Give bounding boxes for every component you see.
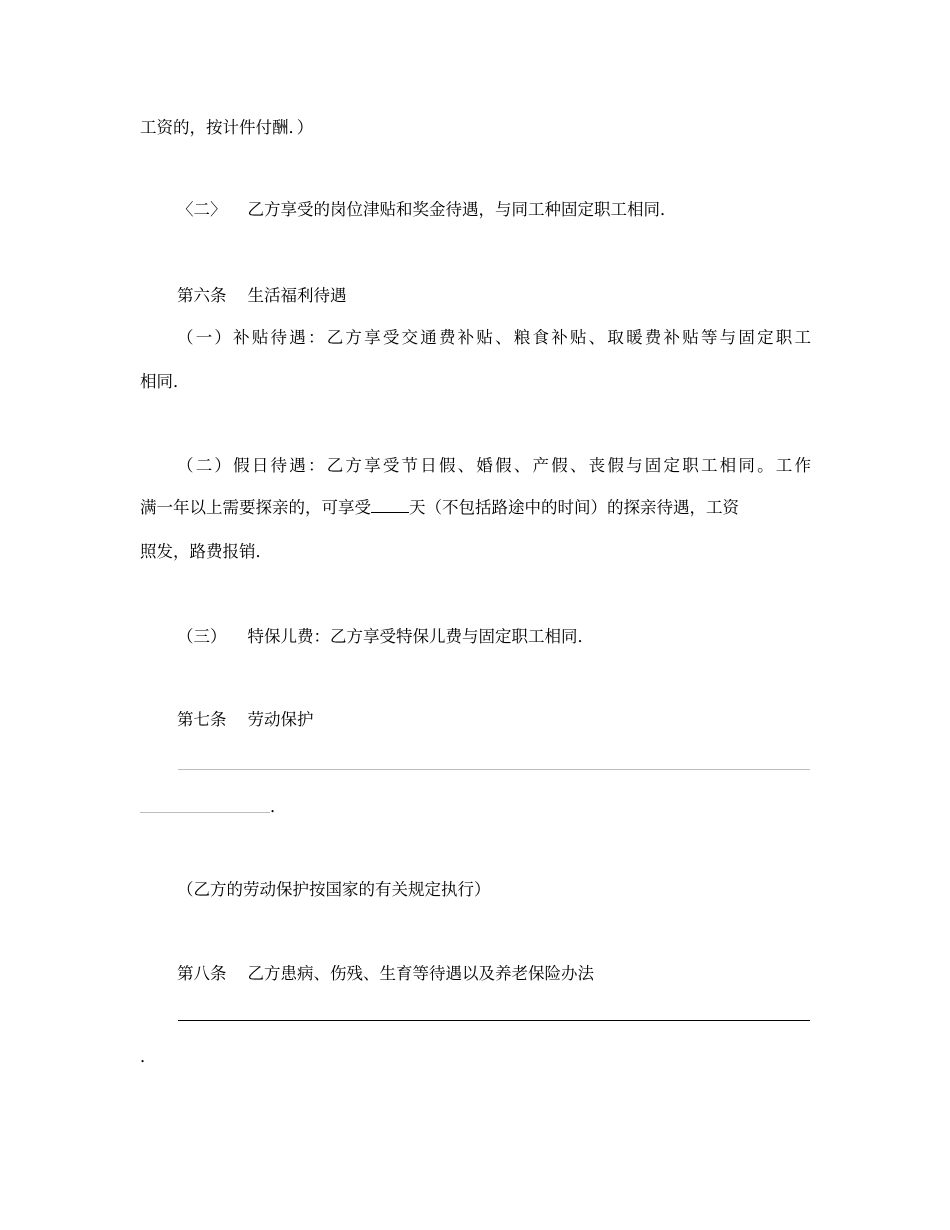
fill-in-blank [371, 498, 409, 513]
paragraph-line: （二）假日待遇：乙方享受节日假、婚假、产假、丧假与固定职工相同。工作 [177, 456, 811, 475]
paragraph-line [140, 498, 739, 518]
period-mark: ． [140, 1047, 157, 1066]
article-heading: 第六条 生活福利待遇 [177, 286, 347, 305]
paragraph-line: 〈二〉 乙方享受的岗位津贴和奖金待遇，与同工种固定职工相同． [177, 200, 677, 219]
fill-in-line [140, 812, 270, 813]
article-heading: 第七条 劳动保护 [177, 710, 314, 729]
paragraph-line: （三） 特保儿费：乙方享受特保儿费与固定职工相同． [177, 627, 594, 646]
period-mark: ． [270, 797, 287, 816]
paragraph-line: （乙方的劳动保护按国家的有关规定执行） [177, 880, 491, 899]
paragraph-line: 照发，路费报销． [140, 542, 272, 561]
text-segment: 天（不包括路途中的时间）的探亲待遇，工资 [409, 498, 739, 517]
text-segment: 满一年以上需要探亲的，可享受 [140, 498, 371, 517]
paragraph-line: 相同． [140, 372, 190, 391]
paragraph-line: （一）补贴待遇：乙方享受交通费补贴、粮食补贴、取暖费补贴等与固定职工 [177, 328, 811, 347]
paragraph-line: 工资的，按计件付酬．） [140, 118, 314, 137]
fill-in-line [178, 1020, 810, 1021]
fill-in-line [178, 769, 810, 770]
article-heading: 第八条 乙方患病、伤残、生育等待遇以及养老保险办法 [177, 964, 594, 983]
